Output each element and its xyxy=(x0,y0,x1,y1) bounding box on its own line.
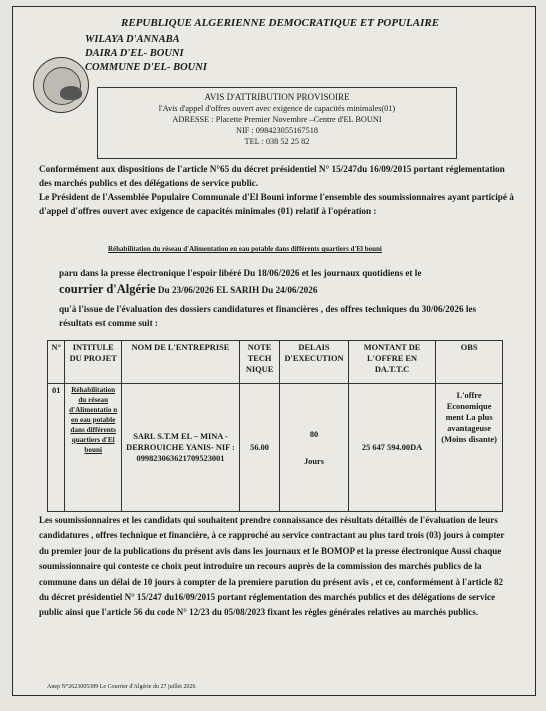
commune-heading: COMMUNE D'EL- BOUNI xyxy=(85,62,207,73)
announcement-frame xyxy=(12,6,536,696)
cell-num: 01 xyxy=(48,384,65,512)
paragraph-evaluation: qu'à l'issue de l'évaluation des dossiers candidatures et financières , des offres techniques du 30/06/2026 les résultats est comme suit : xyxy=(59,304,477,328)
avis-nif: NIF : 098423055167518 xyxy=(235,126,319,135)
parution-dates: Du 23/06/2026 EL SARIH Du 24/06/2026 xyxy=(157,285,318,295)
avis-subtitle: l'Avis d'appel d'offres ouvert avec exigence de capacités minimales(01) xyxy=(158,104,396,113)
cell-montant: 25 647 594.00DA xyxy=(348,384,435,512)
avis-box xyxy=(97,87,457,159)
paragraph-conformement: Conformément aux dispositions de l'article N°65 du décret présidentiel N° 15/247du 16/09/2015 portant réglementation des marchés publics et des délégations de service public. xyxy=(39,164,505,188)
header-intitule: INTITULE DU PROJET xyxy=(65,341,121,384)
courrier-algerie-name: courrier d'Algérie xyxy=(59,282,156,296)
header-obs: OBS xyxy=(436,341,503,384)
results-table xyxy=(47,340,503,512)
avis-tel: TEL : 038 52 25 82 xyxy=(244,137,310,146)
avis-title: AVIS D'ATTRIBUTION PROVISOIRE xyxy=(204,92,350,102)
footer-reference: Anep N°2623005389 Le Courrier d'Algérie du 27 juillet 2026 xyxy=(47,684,196,690)
commune-emblem-icon xyxy=(33,57,89,113)
table-row xyxy=(48,384,503,512)
operation-title: Réhabilitation du réseau d'Alimentation en eau potable dans différents quartiers d'El bouni xyxy=(108,245,382,253)
header-num: N° xyxy=(48,341,65,384)
delais-value: 80 xyxy=(309,429,319,439)
republic-heading: REPUBLIQUE ALGERIENNE DEMOCRATIQUE ET POPULAIRE xyxy=(121,17,440,29)
paragraph-parution-a: paru dans la presse électronique l'espoir libéré Du 18/06/2026 et les journaux quotidiens et le xyxy=(59,268,422,278)
paragraph-parution-b xyxy=(59,283,511,298)
header-entreprise: NOM DE L'ENTREPRISE xyxy=(121,341,239,384)
cell-note: 56.00 xyxy=(240,384,280,512)
header-note: NOTE TECH NIQUE xyxy=(240,341,280,384)
closing-paragraph: Les soumissionnaires et les candidats qui souhaitent prendre connaissance des résultats détaillés de l'évaluation de leurs candidatures , offres technique et financière, à ce rapproché au service contractant au plus tard trois (03) jours à compter du premier jour de la publications du présent avis dans les journaux et le BOMOP et la presse électronique Aussi chaque soumissionnaire qui conteste ce choix peut introduire un recours auprès de la commission des marchés publics de la commune dans un délai de 10 jours à compter de la premiere parution du présent avis , et ce, conformément à l'article 82 du décret présidentiel N° 15/247 du16/09/2015 portant réglementation des marchés publics et des délégations de service public ainsi que l'article 56 du code N° 12/23 du 05/08/2023 fixant les règles générales relatives au marchés publics. xyxy=(39,515,505,618)
daira-heading: DAIRA D'EL- BOUNI xyxy=(85,48,184,59)
header-delais: DELAIS D'EXECUTION xyxy=(280,341,349,384)
cell-entreprise: SARL S.T.M EL – MINA -DERROUICHE YANIS- NIF : 099823063621709523001 xyxy=(121,384,239,512)
delais-unit: Jours xyxy=(303,456,324,466)
avis-adresse: ADRESSE : Placette Premier Novembre –Centre d'EL BOUNI xyxy=(172,115,382,124)
header-montant: MONTANT DE L'OFFRE EN DA.T.T.C xyxy=(348,341,435,384)
cell-delais xyxy=(280,384,349,512)
wilaya-heading: WILAYA D'ANNABA xyxy=(85,34,180,45)
cell-obs: L'offre Economique ment La plus avantageuse (Moins disante) xyxy=(436,384,503,512)
cell-projet: Réhabilitation du réseau d'Alimentatio n en eau potable dans différents quartiers d'El bouni xyxy=(65,384,121,512)
paragraph-president: Le Président de l'Assemblée Populaire Communale d'El Bouni informe l'ensemble des soumissionnaires ayant participé à d'appel d'offres ouvert avec exigence de capacités minimales (01) relatif à l'opération : xyxy=(39,192,514,216)
table-header-row xyxy=(48,341,503,384)
